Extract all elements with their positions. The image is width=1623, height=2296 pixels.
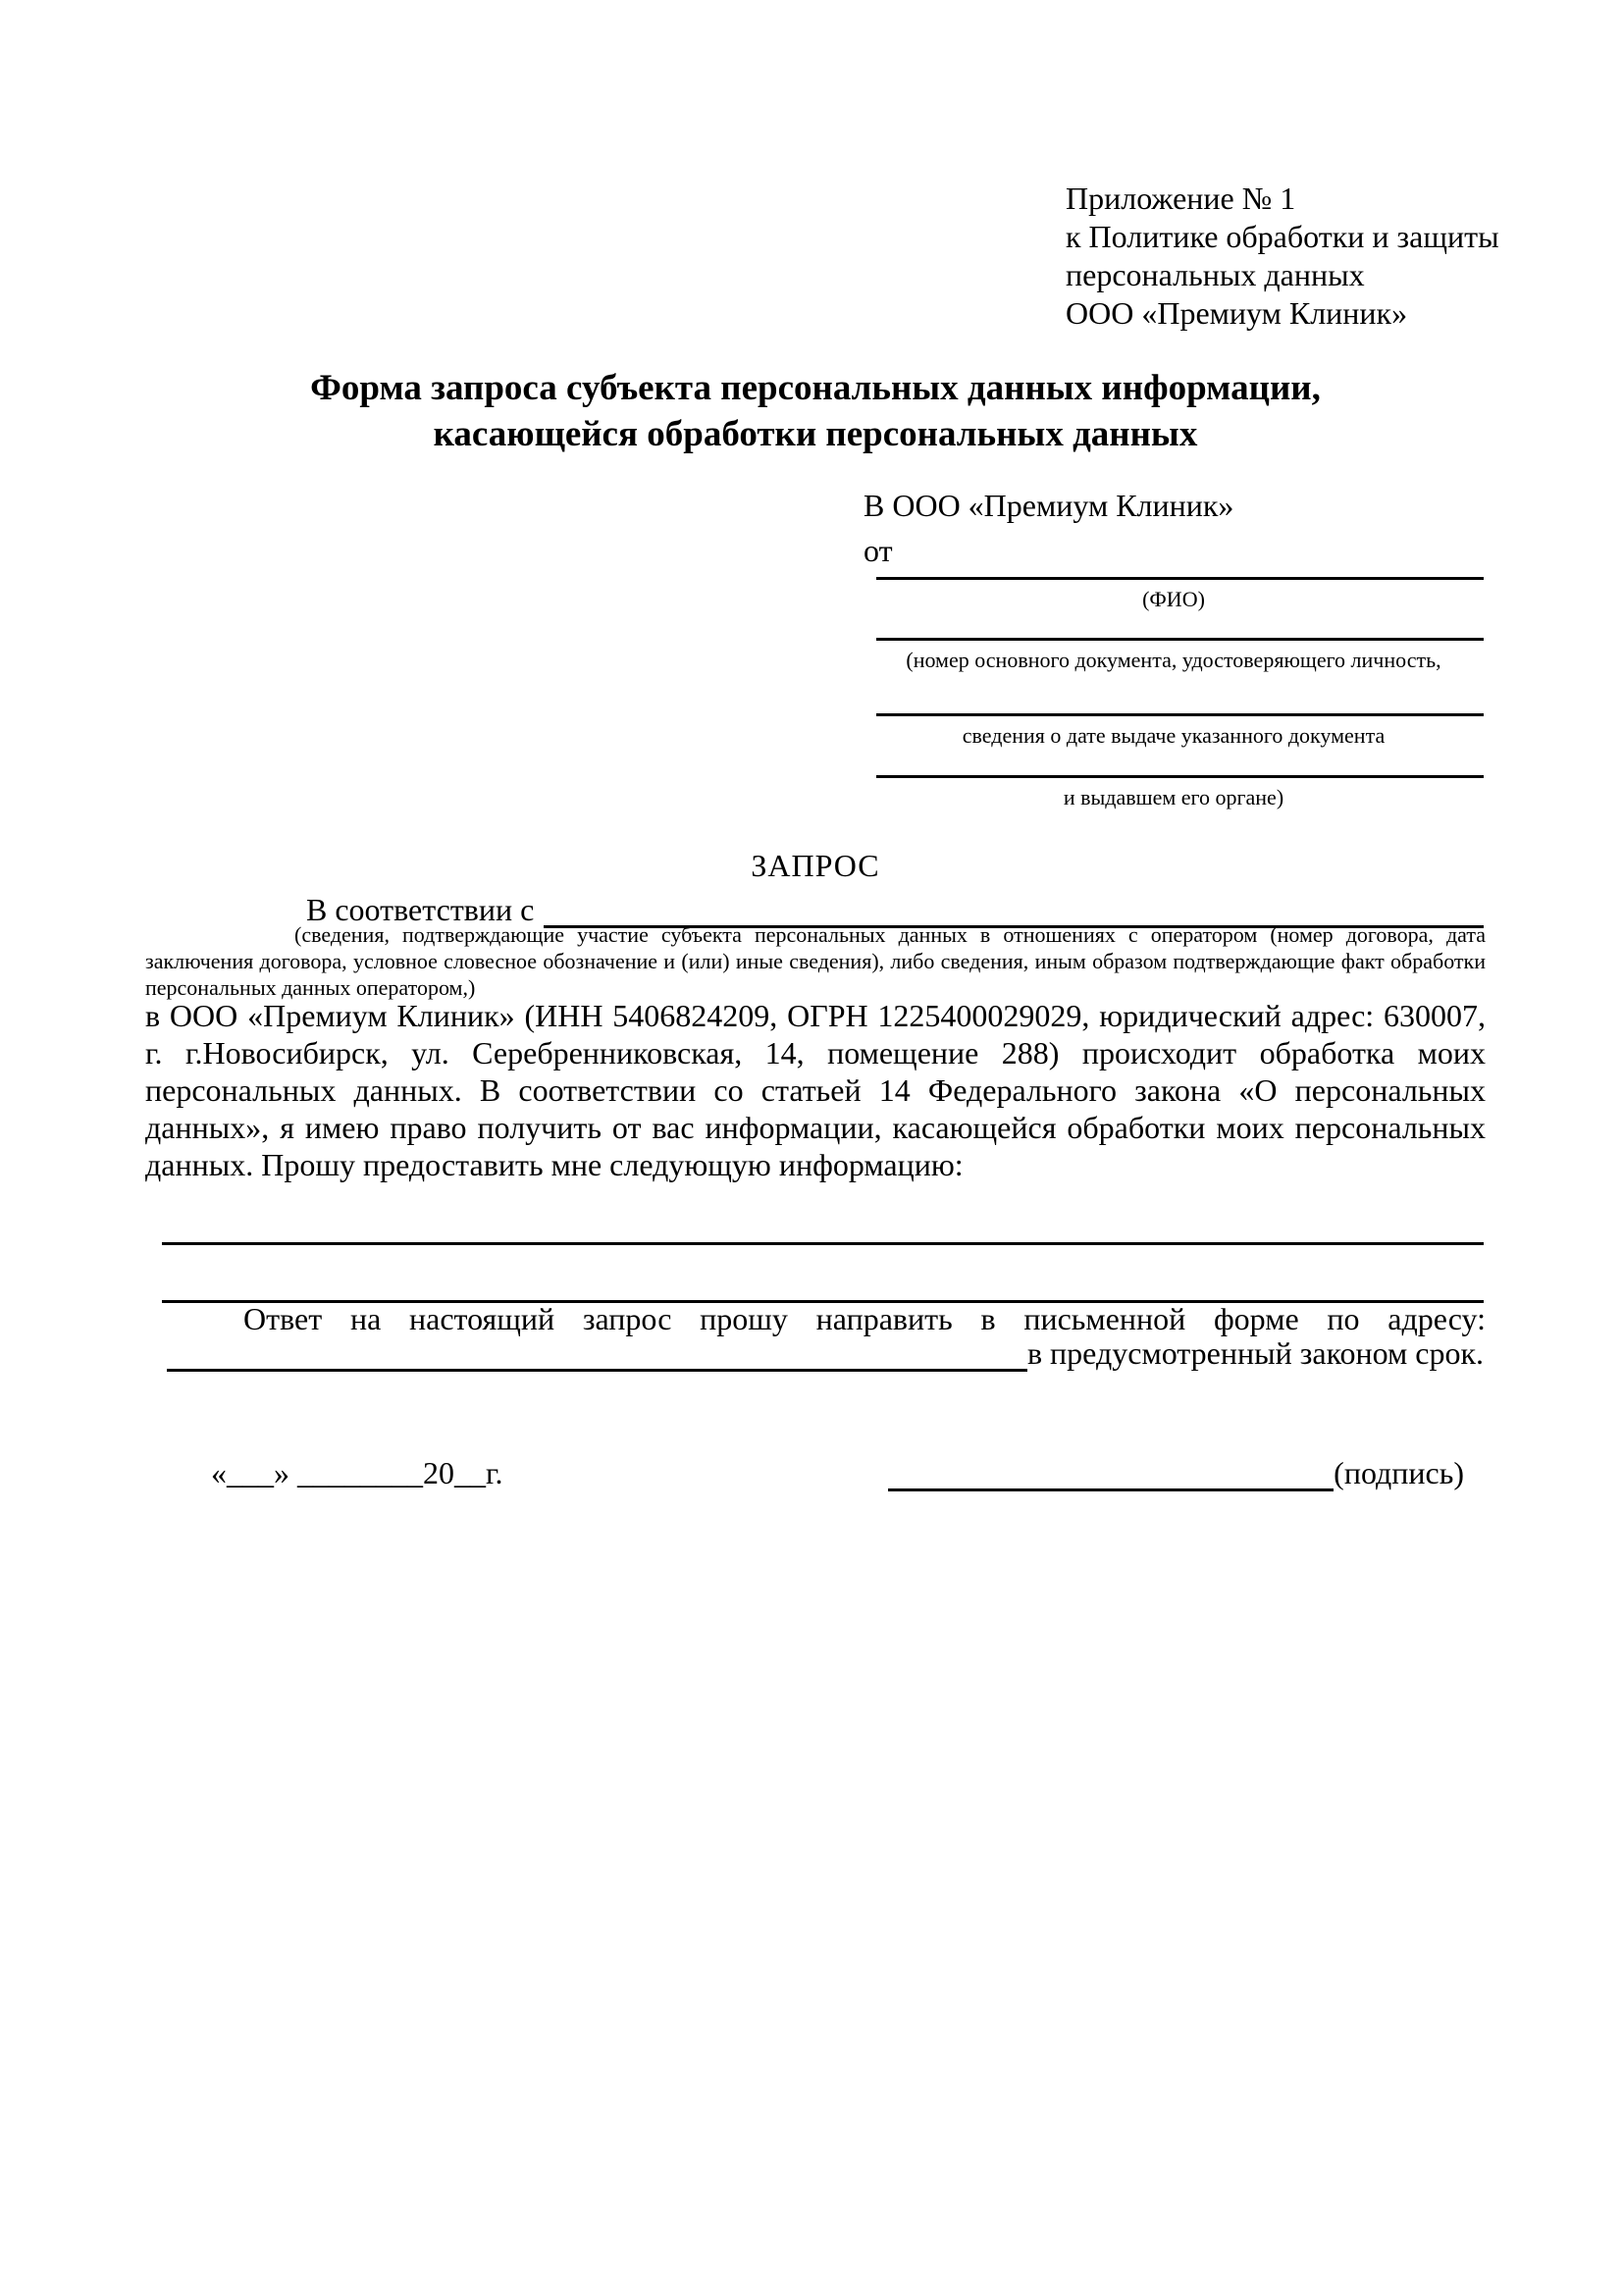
document-title xyxy=(145,365,1486,457)
field-caption-document-number: (номер основного документа, удостоверяющего личность, xyxy=(906,648,1441,672)
header-line-3: персональных данных xyxy=(1066,257,1365,292)
signature-blank-line xyxy=(888,1454,1334,1491)
addressee-from: от xyxy=(864,533,893,568)
field-caption-issuing-authority: и выдавшем его органе) xyxy=(1063,785,1284,809)
blank-field-line-issuing-authority xyxy=(876,775,1484,778)
header-line-2: к Политике обработки и защиты xyxy=(1066,219,1499,254)
blank-field-line-fio xyxy=(876,577,1484,580)
reply-address-row xyxy=(167,1334,1484,1372)
request-body-paragraph: в ООО «Премиум Клиник» (ИНН 5406824209, ОГРН 1225400029029, юридический адрес: 630007, г. г.Новосибирск, ул. Серебренниковская, 14, помещение 288) происходит обработка моих персональных данных. В соответствии со статьей 14 Федерального закона «О персональных данных», я имею право получить от вас информации, касающейся обработки моих персональных данных. Прошу предоставить мне следующую информацию: xyxy=(145,998,1486,1182)
reply-instruction: Ответ на настоящий запрос прошу направить в письменной форме по адресу: xyxy=(243,1301,1486,1336)
reply-tail-text: в предусмотренный законом срок. xyxy=(1026,1335,1484,1371)
fine-print-note: (сведения, подтверждающие участие субъекта персональных данных в отношениях с оператором (номер договора, дата заключения договора, условное словесное обозначение и (или) иные сведения), либо сведения, иным образом подтверждающие факт обработки персональных данных оператором,) xyxy=(145,922,1486,1000)
addressee-to: В ООО «Премиум Клиник» xyxy=(864,488,1234,523)
request-heading: ЗАПРОС xyxy=(751,848,880,883)
request-intro-text: В соответствии с xyxy=(306,892,535,927)
blank-answer-line-1 xyxy=(162,1242,1484,1245)
header-line-1: Приложение № 1 xyxy=(1066,181,1296,216)
header-line-4: ООО «Премиум Клиник» xyxy=(1066,295,1408,331)
blank-field-line-issue-date xyxy=(876,713,1484,716)
field-caption-fio: (ФИО) xyxy=(1142,587,1205,611)
date-blank-line: «___» ________20__г. xyxy=(211,1455,503,1490)
title-line-1: Форма запроса субъекта персональных данных информации, xyxy=(310,368,1321,408)
appendix-header xyxy=(1066,180,1499,333)
blank-address-line xyxy=(167,1334,1027,1372)
addressee-block xyxy=(864,483,1233,573)
title-line-2: касающейся обработки персональных данных xyxy=(433,414,1198,454)
signature-caption: (подпись) xyxy=(1334,1455,1464,1490)
signature-row xyxy=(888,1454,1464,1491)
field-caption-issue-date: сведения о дате выдаче указанного документа xyxy=(962,723,1386,748)
blank-field-line-document-number xyxy=(876,638,1484,641)
